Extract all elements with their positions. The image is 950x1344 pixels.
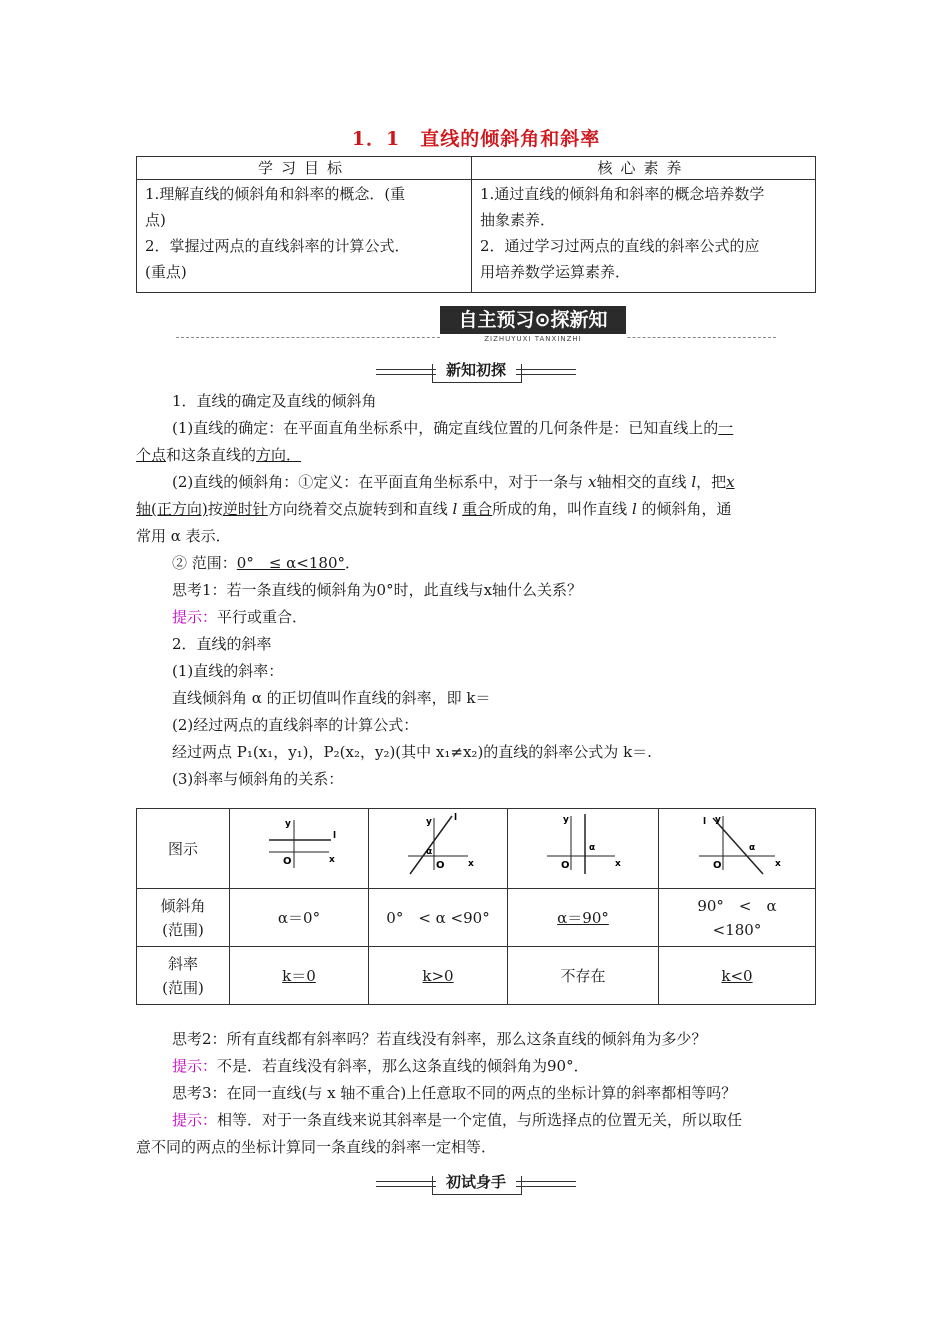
text: (范围): [162, 920, 204, 939]
slope-cell: [369, 947, 508, 1005]
paragraph-range: [136, 550, 816, 577]
think-question-2: 思考2：所有直线都有斜率吗？若直线没有斜率，那么这条直线的倾斜角为多少？: [172, 1030, 707, 1048]
origin-label: O: [713, 860, 722, 871]
axis-x-label: x: [775, 859, 781, 869]
angle-cell: [659, 889, 816, 947]
line-l-label: l: [333, 831, 337, 841]
banner-title: 自主预习⊙探新知: [440, 306, 626, 334]
row-label-angle: [137, 889, 230, 947]
text: 所成的角，叫作直线: [492, 500, 628, 518]
text: 按: [207, 500, 223, 518]
objectives-header-right: 核心素养: [472, 157, 816, 180]
axis-y-label: y: [715, 815, 721, 825]
hint-label: 提示：: [172, 1057, 218, 1075]
paragraph-formula: 经过两点 P₁(x₁，y₁)，P₂(x₂，y₂)(其中 x₁≠x₂)的直线的斜率公式为 k＝.: [172, 743, 652, 761]
hint-1: [136, 604, 816, 631]
row-label-slope: [137, 947, 230, 1005]
line-l-label: l: [703, 817, 707, 827]
page-title: 1．1 直线的倾斜角和斜率: [351, 128, 601, 150]
axis-y-label: y: [285, 819, 291, 829]
answer-blank: 0° ≤ α<180°: [236, 554, 345, 572]
answer-blank: 重合: [462, 500, 493, 518]
subheading: (3)斜率与倾斜角的关系：: [172, 770, 344, 788]
literacy-line: 抽象素养．: [480, 211, 556, 229]
objective-line: 点): [145, 211, 166, 229]
alpha-label: α: [426, 847, 433, 857]
axis-y-label: y: [426, 817, 432, 827]
subheading: (2)经过两点的直线斜率的计算公式：: [172, 716, 419, 734]
literacy-line: 用培养数学运算素养．: [480, 263, 631, 281]
angle-cell: [508, 889, 659, 947]
answer-blank: 方向．: [256, 446, 302, 464]
alpha-label: α: [749, 843, 756, 853]
slope-cell: [659, 947, 816, 1005]
answer-blank: 一: [718, 419, 734, 437]
section-heading: 1．直线的确定及直线的倾斜角: [172, 392, 377, 410]
axis-x-label: x: [329, 855, 335, 865]
alpha-label: α: [589, 843, 596, 853]
content-block-2: [136, 1026, 816, 1161]
text: l: [691, 473, 697, 491]
text: 倾斜角: [160, 896, 206, 915]
content-block-1: [136, 388, 816, 793]
paragraph-definition: [136, 415, 816, 442]
hint-text: 不是．若直线没有斜率，那么这条直线的倾斜角为90°．: [217, 1057, 589, 1075]
subheading: (1)直线的斜率：: [172, 662, 284, 680]
text: (1)直线的确定：在平面直角坐标系中，确定直线位置的几何条件是：已知直线上的: [172, 419, 719, 437]
hint-label: 提示：: [172, 1111, 218, 1129]
line-l-label: l: [454, 813, 458, 823]
answer-blank: 个点: [136, 446, 167, 464]
objective-line: (重点): [145, 263, 187, 281]
diagram-right-angle: [523, 810, 643, 880]
hint-text-cont: 意不同的两点的坐标计算同一条直线的斜率一定相等．: [136, 1138, 497, 1156]
origin-label: O: [561, 860, 570, 871]
axis-x-label: x: [468, 859, 474, 869]
paragraph-angle: [136, 469, 816, 496]
answer-blank: k>0: [422, 966, 454, 985]
objective-line: 1.理解直线的倾斜角和斜率的概念．(重: [145, 185, 406, 203]
text: (2)直线的倾斜角：①定义：在平面直角坐标系中，对于一条与: [172, 473, 584, 491]
relation-table: [136, 808, 816, 1005]
diagram-positive: [369, 809, 508, 889]
slope-cell: 不存在: [508, 947, 659, 1005]
answer-blank: k＝0: [282, 966, 316, 985]
text: (范围): [162, 978, 204, 997]
answer-blank: α＝90°: [557, 908, 609, 927]
literacy-line: 2．通过学习过两点的直线的斜率公式的应: [480, 237, 760, 255]
tag-label: 初试身手: [436, 1172, 516, 1192]
text: 轴相交的直线: [596, 473, 687, 491]
text: 90° < α: [697, 896, 777, 915]
answer-blank: k<0: [721, 966, 753, 985]
origin-label: O: [283, 856, 292, 867]
literacy-line: 1.通过直线的倾斜角和斜率的概念培养数学: [480, 185, 765, 203]
banner-subtitle: ZIZHUYUXI TANXINZHI: [440, 334, 626, 344]
paragraph-definition-cont: [136, 442, 816, 469]
paragraph-slope: 直线倾斜角 α 的正切值叫作直线的斜率，即 k＝: [172, 689, 491, 707]
text: 斜率: [167, 954, 198, 973]
text: <180°: [712, 920, 762, 939]
diagram-obtuse-angle: [677, 810, 797, 880]
diagram-horizontal: [230, 809, 369, 889]
text: ．: [345, 554, 361, 572]
hint-text: 相等．对于一条直线来说其斜率是一个定值，与所选择点的位置无关，所以取任: [217, 1111, 743, 1129]
hint-text: 平行或重合．: [217, 608, 308, 626]
slope-cell: [230, 947, 369, 1005]
section-heading: 2．直线的斜率: [172, 635, 272, 653]
hint-2: [136, 1053, 816, 1080]
answer-blank: x: [726, 473, 735, 491]
text: ② 范围：: [172, 554, 237, 572]
hint-3: [136, 1107, 816, 1134]
row-label-diagram: 图示: [137, 809, 230, 889]
objectives-header-left: 学习目标: [137, 157, 472, 180]
section-banner: [176, 304, 776, 344]
tag-label: 新知初探: [436, 360, 516, 380]
diagram-acute-angle: [378, 810, 498, 880]
tag-try-it: [376, 1172, 576, 1192]
diagram-zero-angle: [239, 810, 359, 880]
tag-new-knowledge: [376, 360, 576, 380]
origin-label: O: [436, 860, 445, 871]
diagram-negative: [659, 809, 816, 889]
text: 的倾斜角，通: [641, 500, 732, 518]
text: l: [452, 500, 458, 518]
objectives-right-cell: [472, 180, 816, 293]
answer-blank: 轴(正方向): [136, 500, 208, 518]
axis-y-label: y: [563, 815, 569, 825]
answer-blank: 逆时针: [222, 500, 268, 518]
hint-label: 提示：: [172, 608, 218, 626]
text: ，把: [696, 473, 727, 491]
text: 方向绕着交点旋转到和直线: [267, 500, 448, 518]
objectives-table: [136, 156, 816, 293]
think-question-3: 思考3：在同一直线(与 x 轴不重合)上任意取不同的两点的坐标计算的斜率都相等吗？: [172, 1084, 737, 1102]
angle-cell: α＝0°: [230, 889, 369, 947]
think-question-1: 思考1：若一条直线的倾斜角为0°时，此直线与x轴什么关系？: [172, 581, 583, 599]
diagram-vertical: [508, 809, 659, 889]
paragraph-angle-cont: [136, 496, 816, 523]
text: l: [631, 500, 637, 518]
text: x: [588, 473, 597, 491]
angle-cell: 0° < α <90°: [369, 889, 508, 947]
text: 和这条直线的: [166, 446, 257, 464]
axis-x-label: x: [615, 859, 621, 869]
objective-line: 2．掌握过两点的直线斜率的计算公式．: [145, 237, 410, 255]
paragraph-angle-end: 常用 α 表示．: [136, 527, 231, 545]
objectives-left-cell: [137, 180, 472, 293]
